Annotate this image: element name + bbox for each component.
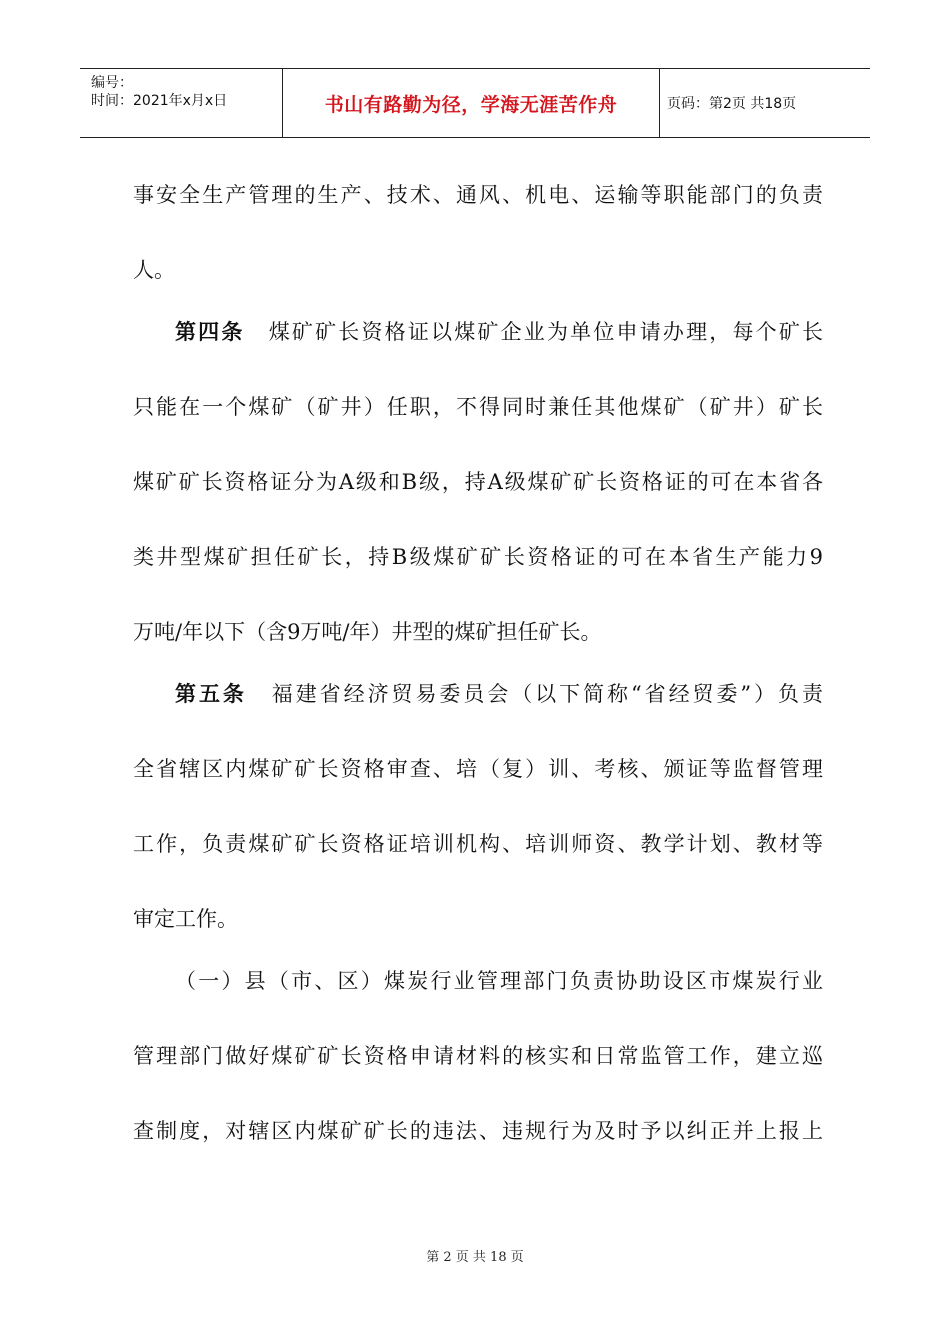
body-line: 类井型煤矿担任矿长，持B级煤矿矿长资格证的可在本省生产能力9 [133, 545, 823, 569]
body-line: 查制度，对辖区内煤矿矿长的违法、违规行为及时予以纠正并上报上 [133, 1119, 823, 1143]
body-line: （一）县（市、区）煤炭行业管理部门负责协助设区市煤炭行业 [175, 969, 823, 993]
body-line: 工作，负责煤矿矿长资格证培训机构、培训师资、教学计划、教材等 [133, 832, 823, 856]
body-line: 万吨/年以下（含9万吨/年）井型的煤矿担任矿长。 [133, 620, 602, 644]
body-line: 福建省经济贸易委员会（以下简称“省经贸委”）负责 [268, 682, 823, 706]
article-4-heading: 第四条 [175, 320, 245, 344]
document-time-label: 时间：2021年x月x日 [91, 93, 228, 109]
article-4-paragraph-start [175, 317, 823, 347]
body-line: 人。 [133, 258, 175, 282]
body-line: 煤矿矿长资格证分为A级和B级，持A级煤矿矿长资格证的可在本省各 [133, 470, 823, 494]
header-meta-cell [80, 69, 283, 137]
body-line: 审定工作。 [133, 907, 238, 931]
article-5-paragraph-start [175, 679, 823, 709]
body-line: 煤矿矿长资格证以煤矿企业为单位申请办理，每个矿长 [266, 320, 823, 344]
document-number-label: 编号： [91, 75, 133, 91]
header-page-info: 页码：第2页 共18页 [667, 96, 797, 112]
document-header [80, 68, 870, 138]
article-5-heading: 第五条 [175, 682, 247, 706]
header-motto: 书山有路勤为径，学海无涯苦作舟 [324, 93, 618, 116]
page-footer: 第 2 页 共 18 页 [426, 1250, 524, 1265]
body-line: 事安全生产管理的生产、技术、通风、机电、运输等职能部门的负责 [133, 183, 823, 207]
body-line: 全省辖区内煤矿矿长资格审查、培（复）训、考核、颁证等监督管理 [133, 757, 823, 781]
body-line: 管理部门做好煤矿矿长资格申请材料的核实和日常监管工作，建立巡 [133, 1044, 823, 1068]
header-motto-cell [283, 69, 660, 137]
body-line: 只能在一个煤矿（矿井）任职，不得同时兼任其他煤矿（矿井）矿长 [133, 395, 823, 419]
header-page-cell [660, 69, 870, 137]
